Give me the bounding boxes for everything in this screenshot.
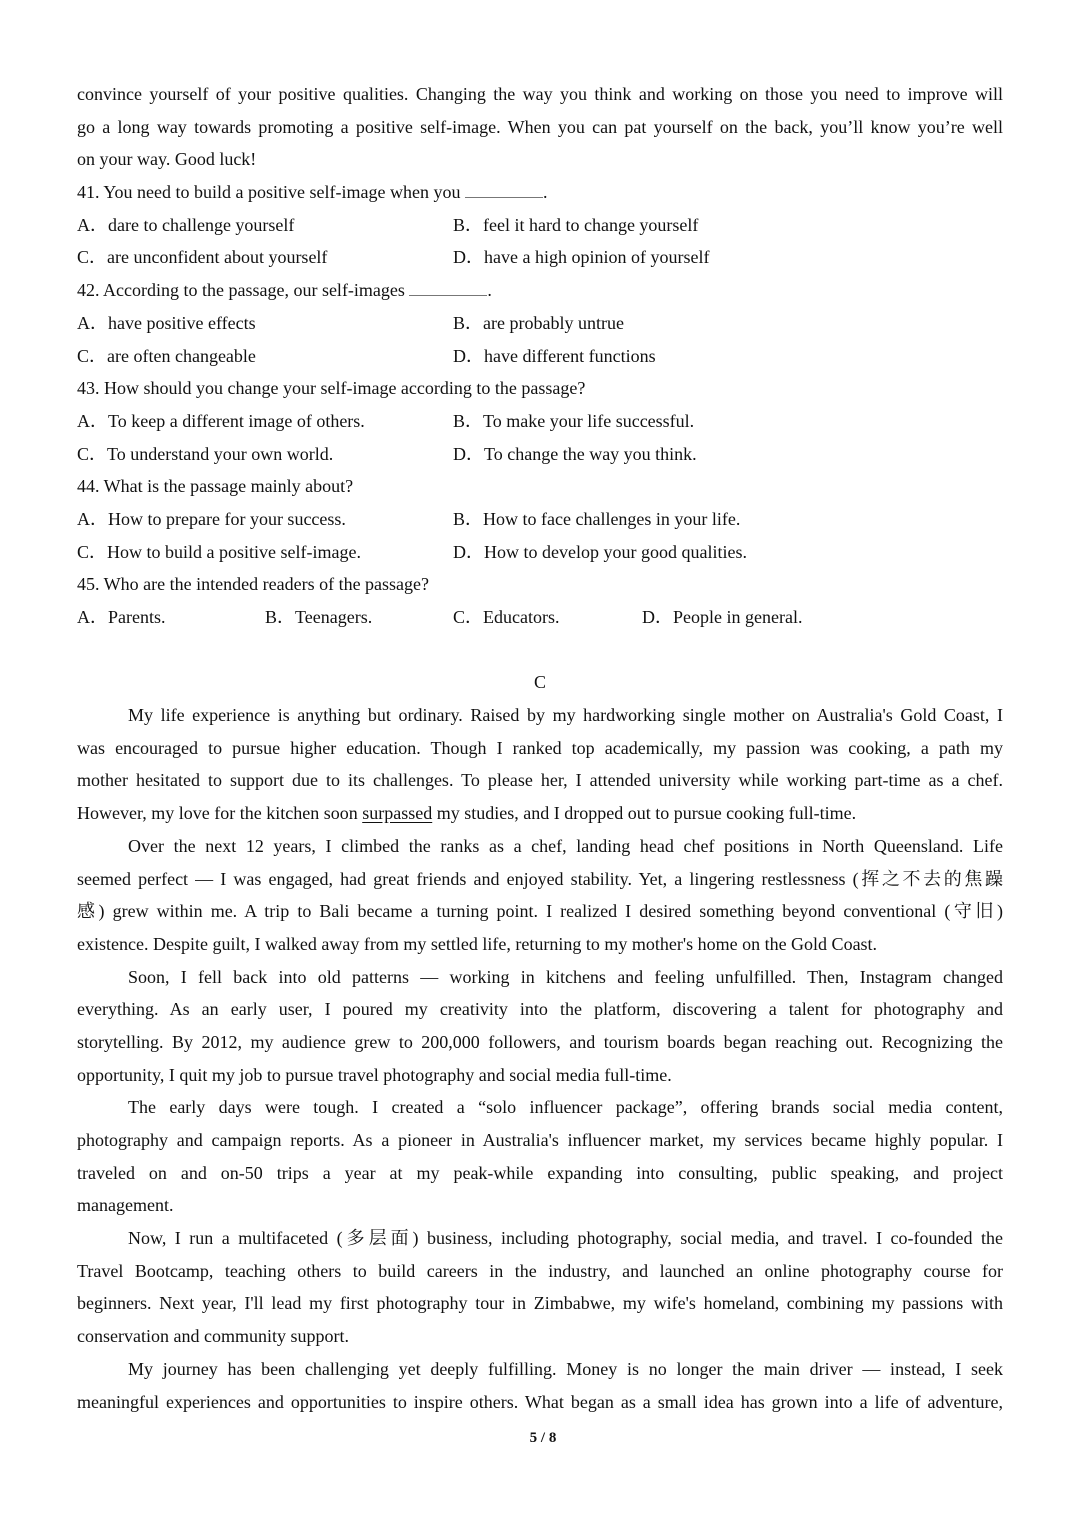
paragraph-line: beginners. Next year, I'll lead my first photography tour in Zimbabwe, my wife's homeland, combining my passions with <box>77 1293 1003 1314</box>
paragraph-line: traveled on and on-50 trips a year at my peak-while expanding into consulting, public speaking, and project <box>77 1162 1003 1183</box>
question-text: 45. Who are the intended readers of the passage? <box>77 574 430 595</box>
paragraph-line: My journey has been challenging yet deeply fulfilling. Money is no longer the main driver — instead, I seek <box>128 1358 1003 1379</box>
option-b: B．Teenagers. <box>265 607 373 627</box>
option-b: B．To make your life successful. <box>453 410 695 431</box>
option-b: B．How to face challenges in your life. <box>453 508 741 529</box>
options-row <box>77 503 1003 536</box>
option-c: C．are often changeable <box>77 345 256 366</box>
option-a: A．Parents. <box>77 607 166 627</box>
answer-blank <box>409 275 487 296</box>
option-c: C．How to build a positive self-image. <box>77 541 361 562</box>
intro-line: convince yourself of your positive qualities. Changing the way you think and working on those you need to improve will <box>77 84 1003 104</box>
option-b: B．feel it hard to change yourself <box>453 214 699 235</box>
paragraph-line: mother hesitated to support due to its challenges. To please her, I attended university while working part-time as a chef. <box>77 770 1003 791</box>
option-d: D．To change the way you think. <box>453 443 697 464</box>
text: However, my love for the kitchen soon <box>77 803 363 824</box>
paragraph-line: management. <box>77 1195 174 1216</box>
option-d: D．How to develop your good qualities. <box>453 541 747 562</box>
paragraph-line: My life experience is anything but ordinary. Raised by my hardworking single mother on Australia's Gold Coast, I <box>128 705 1003 726</box>
question-text: 44. What is the passage mainly about? <box>77 476 354 497</box>
option-d: D．have a high opinion of yourself <box>453 247 710 268</box>
spacer <box>77 634 1003 667</box>
option-a: A．dare to challenge yourself <box>77 214 295 235</box>
options-row <box>77 209 1003 242</box>
underlined-word: surpassed <box>362 803 433 824</box>
options-row <box>77 438 1003 471</box>
intro-line: go a long way towards promoting a positive self-image. When you can pat yourself on the back, you’ll know you’re well <box>77 116 1003 137</box>
options-row <box>77 241 1003 274</box>
options-row <box>77 601 1003 634</box>
paragraph-line: Over the next 12 years, I climbed the ranks as a chef, landing head chef positions in North Queensland. Life <box>128 835 1003 856</box>
paragraph-line: conservation and community support. <box>77 1326 349 1347</box>
paragraph-line: Travel Bootcamp, teaching others to build careers in the industry, and launched an online photography course for <box>77 1260 1003 1281</box>
options-row <box>77 307 1003 340</box>
question-stem <box>77 274 1003 307</box>
question-text: 41. You need to build a positive self-image when you <box>77 182 465 203</box>
question-stem <box>77 176 1003 209</box>
document-page <box>77 78 1003 1418</box>
paragraph-line: everything. As an early user, I poured my creativity into the platform, discovering a talent for photography and <box>77 999 1003 1020</box>
paragraph-line: Soon, I fell back into old patterns — working in kitchens and feeling unfulfilled. Then, Instagram changed <box>128 966 1003 987</box>
answer-blank <box>465 177 543 198</box>
option-b: B．are probably untrue <box>453 312 624 333</box>
text: my studies, and I dropped out to pursue cooking full-time. <box>432 803 857 824</box>
intro-line: on your way. Good luck! <box>77 149 257 170</box>
option-a: A．have positive effects <box>77 312 256 333</box>
question-text: 43. How should you change your self-image according to the passage? <box>77 378 586 399</box>
section-title: C <box>533 672 546 693</box>
question-end: . <box>542 182 548 203</box>
paragraph-line: was encouraged to pursue higher education. Though I ranked top academically, my passion was cooking, a path my <box>77 737 1003 758</box>
paragraph-line: opportunity, I quit my job to pursue travel photography and social media full-time. <box>77 1064 672 1085</box>
options-row <box>77 536 1003 569</box>
question-stem <box>77 470 1003 503</box>
paragraph-line: storytelling. By 2012, my audience grew to 200,000 followers, and tourism boards began reaching out. Recognizing the <box>77 1031 1003 1052</box>
option-c: C．Educators. <box>453 607 560 627</box>
paragraph-line <box>77 797 1003 830</box>
paragraph-line: seemed perfect — I was engaged, had great friends and enjoyed stability. Yet, a lingering restlessness (挥之不去的焦躁 <box>77 868 1003 889</box>
option-a: A．How to prepare for your success. <box>77 508 346 529</box>
paragraph-line: meaningful experiences and opportunities to inspire others. What began as a small idea has grown into a life of adventure, <box>77 1391 1003 1412</box>
question-end: . <box>487 280 492 301</box>
question-stem <box>77 372 1003 405</box>
page-number: 5 / 8 <box>529 1430 557 1446</box>
question-text: 42. According to the passage, our self-images <box>77 280 410 301</box>
question-stem <box>77 568 1003 601</box>
options-row <box>77 340 1003 373</box>
paragraph-line: photography and campaign reports. As a pioneer in Australia's influencer market, my services became highly popular. I <box>77 1130 1003 1150</box>
paragraph-line: Now, I run a multifaceted (多层面) business, including photography, social media, and travel. I co-founded the <box>128 1228 1003 1249</box>
option-a: A．To keep a different image of others. <box>77 410 365 431</box>
paragraph-line: The early days were tough. I created a “solo influencer package”, offering brands social media content, <box>128 1097 1003 1118</box>
option-d: D．People in general. <box>642 607 803 627</box>
option-c: C．To understand your own world. <box>77 443 334 464</box>
options-row <box>77 405 1003 438</box>
paragraph-line: 感) grew within me. A trip to Bali became a turning point. I realized I desired something beyond conventional (守旧) <box>77 901 1003 922</box>
option-c: C．are unconfident about yourself <box>77 247 328 268</box>
paragraph-line: existence. Despite guilt, I walked away from my settled life, returning to my mother's home on the Gold Coast. <box>77 933 878 954</box>
option-d: D．have different functions <box>453 345 656 366</box>
